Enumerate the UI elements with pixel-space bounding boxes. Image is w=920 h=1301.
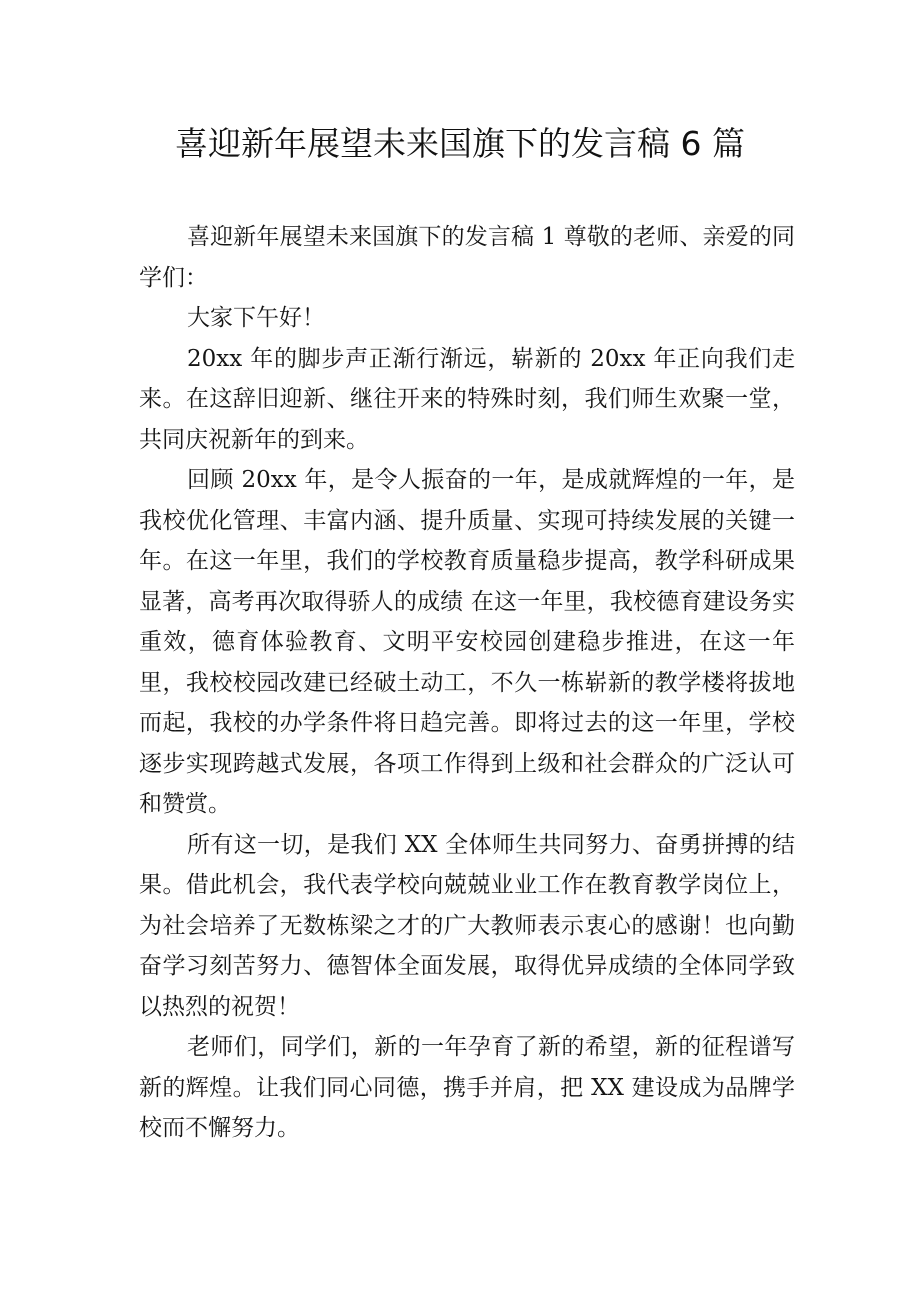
paragraph-new-year: 20xx 年的脚步声正渐行渐远，崭新的 20xx 年正向我们走来。在这辞旧迎新、继往开来的特殊时刻，我们师生欢聚一堂，共同庆祝新年的到来。	[139, 345, 795, 453]
paragraph-review: 回顾 20xx 年，是令人振奋的一年，是成就辉煌的一年，是我校优化管理、丰富内涵、提升质量、实现可持续发展的关键一年。在这一年里，我们的学校教育质量稳步提高，教学科研成果显著，高考再次取得骄人的成绩 在这一年里，我校德育建设务实重效，德育体验教育、文明平安校园创建稳步推进，在这一年里，我校校园改建已经破土动工，不久一栋崭新的教学楼将拔地而起，我校的办学条件将日趋完善。即将过去的这一年里，学校逐步实现跨越式发展，各项工作得到上级和社会群众的广泛认可和赞赏。	[139, 467, 795, 817]
paragraph-closing: 老师们，同学们，新的一年孕育了新的希望，新的征程谱写新的辉煌。让我们同心同德，携手并肩，把 XX 建设成为品牌学校而不懈努力。	[139, 1034, 795, 1141]
document-body	[139, 217, 795, 1149]
document-title: 喜迎新年展望未来国旗下的发言稿 6 篇	[175, 124, 745, 163]
paragraph-greeting: 喜迎新年展望未来国旗下的发言稿 1 尊敬的老师、亲爱的同学们：	[139, 224, 795, 291]
paragraph-thanks: 所有这一切，是我们 XX 全体师生共同努力、奋勇拼搏的结果。借此机会，我代表学校向兢兢业业工作在教育教学岗位上，为社会培养了无数栋梁之才的广大教师表示衷心的感谢！也向勤奋学习刻苦努力、德智体全面发展，取得优异成绩的全体同学致以热烈的祝贺！	[139, 831, 795, 1020]
paragraph-salutation: 大家下午好！	[187, 305, 325, 331]
